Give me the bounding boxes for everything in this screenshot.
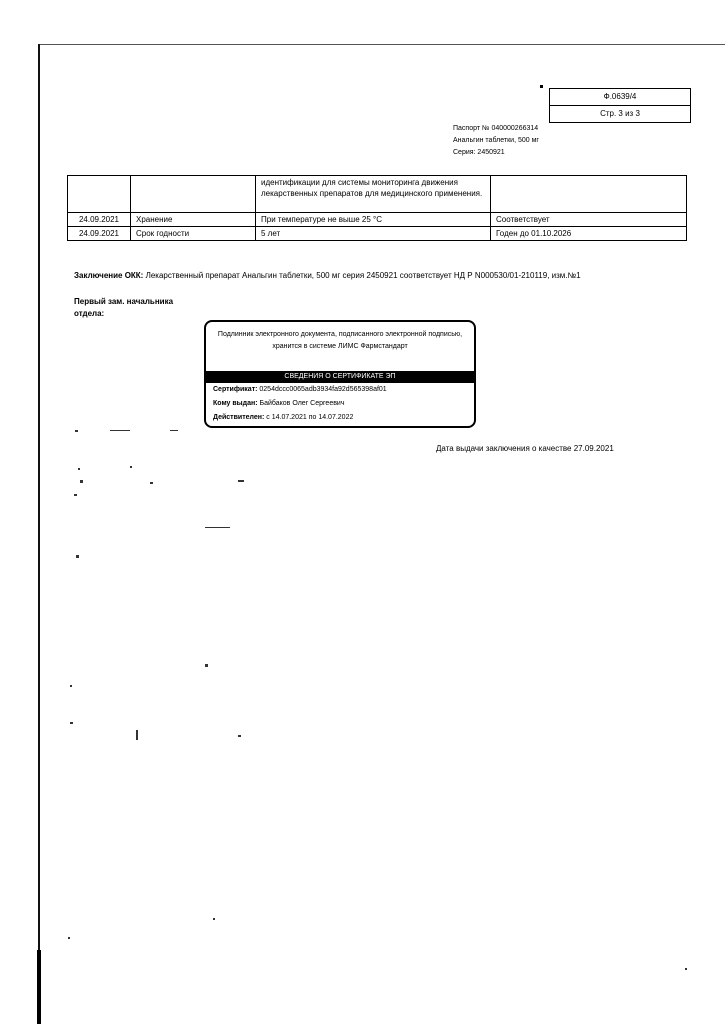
scan-left-edge [38, 44, 40, 1024]
table-row [68, 227, 687, 241]
esig-issued-to [206, 397, 474, 411]
form-code: Ф.0639/4 [603, 92, 637, 101]
cell-name: Хранение [131, 213, 256, 227]
esig-certificate [206, 383, 474, 397]
scan-speck [75, 430, 78, 432]
passport-product: Анальгин таблетки, 500 мг [453, 137, 539, 144]
scan-speck [205, 664, 208, 667]
esig-issued-label: Кому выдан: [213, 400, 258, 407]
esig-issued-value: Байбаков Олег Сергеевич [257, 400, 345, 407]
scan-speck [136, 730, 138, 740]
scan-speck [68, 937, 70, 939]
cell-result [491, 176, 687, 213]
scan-speck [238, 480, 244, 482]
form-code-box [549, 88, 691, 123]
esig-cert-value: 0254dccc0065adb3934fa92d565398af01 [257, 386, 387, 393]
esig-validity [206, 411, 474, 425]
scan-speck [110, 430, 130, 431]
table-row [68, 176, 687, 213]
cell-date [68, 176, 131, 213]
scan-top-edge [38, 44, 725, 45]
passport-info [453, 123, 539, 159]
esig-valid-label: Действителен: [213, 414, 265, 421]
cell-name: Срок годности [131, 227, 256, 241]
scan-speck [685, 968, 687, 970]
passport-number: Паспорт № 040000266314 [453, 125, 539, 132]
corner-mark [540, 85, 543, 88]
scan-speck [70, 685, 72, 687]
scan-speck [76, 555, 79, 558]
scan-speck [238, 735, 241, 737]
scan-speck [78, 468, 80, 470]
scan-speck [130, 466, 132, 468]
signatory-dept: отдела: [74, 309, 105, 318]
esig-valid-value: с 14.07.2021 по 14.07.2022 [264, 414, 354, 421]
qc-conclusion [74, 270, 634, 282]
cell-result: Соответствует [491, 213, 687, 227]
cell-date: 24.09.2021 [68, 213, 131, 227]
cell-requirement: идентификации для системы мониторинга движения лекарственных препаратов для медицинского применения. [256, 176, 491, 213]
scan-speck [74, 494, 77, 496]
signatory-title: Первый зам. начальника [74, 297, 174, 306]
results-table [67, 175, 687, 241]
scan-speck [205, 527, 230, 528]
scan-speck [70, 722, 73, 724]
scan-speck [80, 480, 83, 483]
issue-date: Дата выдачи заключения о качестве 27.09.2021 [436, 444, 614, 453]
table-row [68, 213, 687, 227]
electronic-signature-stamp [204, 320, 476, 428]
cell-requirement: 5 лет [256, 227, 491, 241]
scan-left-edge-dark [37, 950, 41, 1024]
signatory-block [74, 296, 173, 320]
esig-header: Подлинник электронного документа, подписанного электронной подписью, хранится в системе ЛИМС Фармстандарт [217, 331, 463, 350]
conclusion-label: Заключение ОКК: [74, 271, 144, 280]
cell-date: 24.09.2021 [68, 227, 131, 241]
page-number: Стр. 3 из 3 [550, 105, 690, 122]
esig-band: СВЕДЕНИЯ О СЕРТИФИКАТЕ ЭП [206, 371, 474, 383]
conclusion-text: Лекарственный препарат Анальгин таблетки, 500 мг серия 2450921 соответствует НД Р N000530/01-210119, изм.№1 [143, 271, 581, 280]
cell-requirement: При температуре не выше 25 °С [256, 213, 491, 227]
passport-series: Серия: 2450921 [453, 149, 505, 156]
cell-result: Годен до 01.10.2026 [491, 227, 687, 241]
scan-speck [150, 482, 153, 484]
cell-name [131, 176, 256, 213]
scan-speck [170, 430, 178, 431]
esig-cert-label: Сертификат: [213, 386, 258, 393]
scan-speck [213, 918, 215, 920]
